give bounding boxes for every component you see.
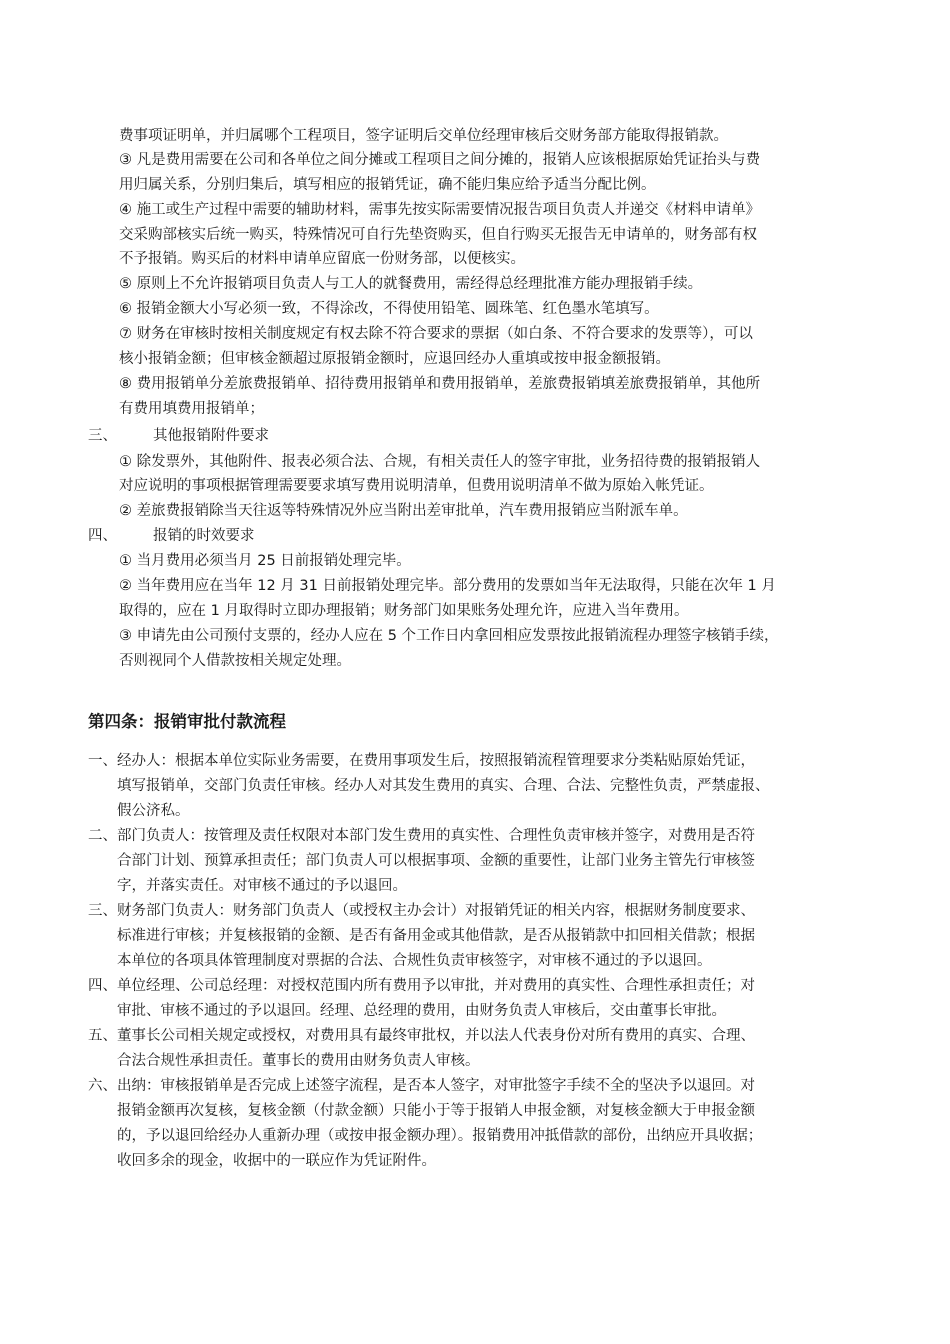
- text-line: 费事项证明单，并归属哪个工程项目，签字证明后交单位经理审核后交财务部方能取得报销款。: [119, 128, 728, 144]
- text-line: 审批、审核不通过的予以退回。经理、总经理的费用，由财务负责人审核后，交由董事长审批。: [117, 1003, 726, 1019]
- text-line: ③ 凡是费用需要在公司和各单位之间分摊或工程项目之间分摊的，报销人应该根据原始凭证抬头与费: [119, 152, 761, 168]
- section-title: 报销的时效要求: [153, 528, 255, 544]
- text-line: 有费用填费用报销单；: [119, 401, 264, 417]
- text-line: ⑥ 报销金额大小写必须一致，不得涂改，不得使用铅笔、圆珠笔、红色墨水笔填写。: [119, 301, 659, 317]
- text-line: 取得的，应在 1 月取得时立即办理报销；财务部门如果账务处理允许，应进入当年费用。: [119, 603, 689, 619]
- text-line: 收回多余的现金，收据中的一联应作为凭证附件。: [117, 1153, 436, 1169]
- text-line: ② 差旅费报销除当天往返等特殊情况外应当附出差审批单，汽车费用报销应当附派车单。: [119, 503, 688, 519]
- text-line: 本单位的各项具体管理制度对票据的合法、合规性负责审核签字，对审核不通过的予以退回。: [117, 953, 712, 969]
- text-line: 三、财务部门负责人：财务部门负责人（或授权主办会计）对报销凭证的相关内容，根据财务制度要求、: [88, 903, 755, 919]
- text-line: 六、出纳：审核报销单是否完成上述签字流程，是否本人签字，对审批签字手续不全的坚决予以退回。对: [88, 1078, 755, 1094]
- text-line: 核小报销金额；但审核金额超过原报销金额时，应退回经办人重填或按申报金额报销。: [119, 351, 670, 367]
- text-line: 填写报销单，交部门负责任审核。经办人对其发生费用的真实、合理、合法、完整性负责，严禁虚报、: [117, 778, 770, 794]
- text-line: ⑧ 费用报销单分差旅费报销单、招待费用报销单和费用报销单，差旅费报销填差旅费报销单，其他所: [119, 376, 761, 392]
- text-line: 标准进行审核；并复核报销的金额、是否有备用金或其他借款，是否从报销款中扣回相关借款；根据: [117, 928, 755, 944]
- text-line: ⑦ 财务在审核时按相关制度规定有权去除不符合要求的票据（如白条、不符合要求的发票等），可以: [119, 326, 753, 342]
- text-line: 假公济私。: [117, 803, 190, 819]
- text-line: ③ 申请先由公司预付支票的，经办人应在 5 个工作日内拿回相应发票按此报销流程办理签字核销手续，: [119, 628, 779, 644]
- text-line: 不予报销。购买后的材料申请单应留底一份财务部，以便核实。: [119, 251, 525, 267]
- text-line: ② 当年费用应在当年 12 月 31 日前报销处理完毕。部分费用的发票如当年无法取得，只能在次年 1 月: [119, 578, 776, 594]
- text-line: 否则视同个人借款按相关规定处理。: [119, 653, 351, 669]
- text-line: 四、单位经理、公司总经理：对授权范围内所有费用予以审批，并对费用的真实性、合理性承担责任；对: [88, 978, 755, 994]
- text-line: 的，予以退回给经办人重新办理（或按申报金额办理）。报销费用冲抵借款的部份，出纳应开具收据；: [117, 1128, 763, 1144]
- text-line: 合部门计划、预算承担责任；部门负责人可以根据事项、金额的重要性，让部门业务主管先行审核签: [117, 853, 755, 869]
- text-line: ⑤ 原则上不允许报销项目负责人与工人的就餐费用，需经得总经理批准方能办理报销手续。: [119, 276, 703, 292]
- text-line: ① 当月费用必须当月 25 日前报销处理完毕。: [119, 553, 411, 569]
- text-line: 一、经办人：根据本单位实际业务需要，在费用事项发生后，按照报销流程管理要求分类粘贴原始凭证，: [88, 753, 755, 769]
- section-number: 三、: [88, 428, 117, 444]
- text-line: 对应说明的事项根据管理需要要求填写费用说明清单，但费用说明清单不做为原始入帐凭证。: [119, 478, 714, 494]
- text-line: 五、董事长公司相关规定或授权，对费用具有最终审批权，并以法人代表身份对所有费用的真实、合理、: [88, 1028, 755, 1044]
- text-line: 用归属关系，分别归集后，填写相应的报销凭证，确不能归集应给予适当分配比例。: [119, 177, 656, 193]
- text-line: 合法合规性承担责任。董事长的费用由财务负责人审核。: [117, 1053, 480, 1069]
- article-heading: 第四条：报销审批付款流程: [88, 712, 286, 731]
- section-number: 四、: [88, 528, 117, 544]
- text-line: 二、部门负责人：按管理及责任权限对本部门发生费用的真实性、合理性负责审核并签字，对费用是否符: [88, 828, 755, 844]
- text-line: 交采购部核实后统一购买，特殊情况可自行先垫资购买，但自行购买无报告无申请单的，财务部有权: [119, 227, 757, 243]
- text-line: 字，并落实责任。对审核不通过的予以退回。: [117, 878, 407, 894]
- section-title: 其他报销附件要求: [153, 428, 269, 444]
- text-line: ④ 施工或生产过程中需要的辅助材料，需事先按实际需要情况报告项目负责人并递交《材料申请单》: [119, 202, 761, 218]
- text-line: 报销金额再次复核，复核金额（付款金额）只能小于等于报销人申报金额，对复核金额大于申报金额: [117, 1103, 755, 1119]
- text-line: ① 除发票外，其他附件、报表必须合法、合规，有相关责任人的签字审批，业务招待费的报销报销人: [119, 454, 761, 470]
